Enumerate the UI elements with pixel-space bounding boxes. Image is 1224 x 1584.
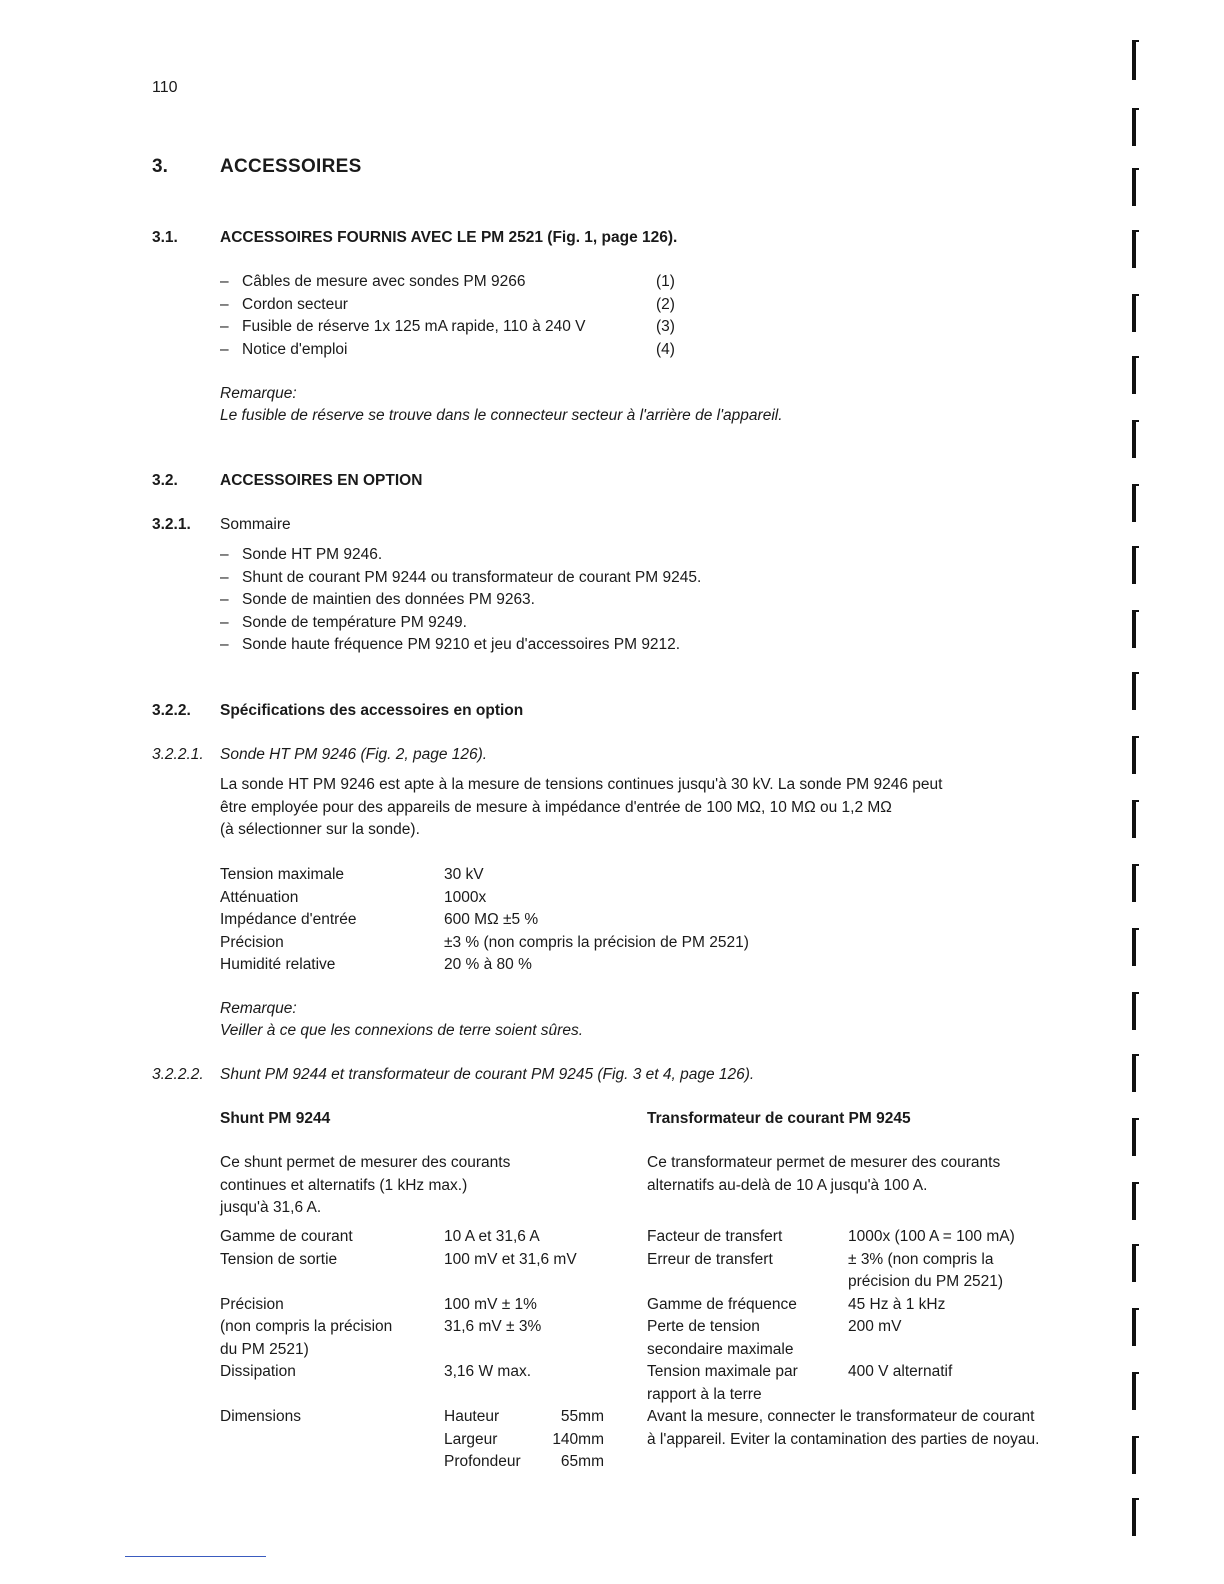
chapter-number: 3. [152, 156, 168, 177]
margin-bracket [1132, 610, 1136, 648]
section-3-2-2-title: Spécifications des accessoires en option [220, 702, 524, 719]
table-row: Humidité relative 20 % à 80 % [220, 956, 532, 973]
margin-bracket [1132, 864, 1136, 902]
margin-bracket [1132, 672, 1136, 710]
section-3-2-title: ACCESSOIRES EN OPTION [220, 472, 423, 489]
margin-bracket [1132, 168, 1136, 206]
margin-bracket [1132, 992, 1136, 1030]
shunt-description: Ce shunt permet de mesurer des courants continues et alternatifs (1 kHz max.) jusqu'à 31,6 A. [220, 1154, 511, 1216]
table-row: Hauteur 55mm [444, 1408, 604, 1425]
margin-bracket [1132, 108, 1136, 146]
section-3-1-title: ACCESSOIRES FOURNIS AVEC LE PM 2521 (Fig. 1, page 126). [220, 229, 678, 246]
table-row: Facteur de transfert 1000x (100 A = 100 mA) [647, 1228, 1015, 1245]
margin-bracket [1132, 1498, 1136, 1536]
table-row: Gamme de courant 10 A et 31,6 A [220, 1228, 540, 1245]
margin-bracket [1132, 1436, 1136, 1474]
list-item: – Sonde de température PM 9249. [220, 613, 467, 631]
margin-bracket [1132, 928, 1136, 966]
margin-bracket [1132, 1308, 1136, 1346]
margin-bracket [1132, 1118, 1136, 1156]
section-3-2-2-1-number: 3.2.2.1. [152, 746, 204, 763]
section-3-2-1-title: Sommaire [220, 516, 291, 533]
list-item: – Sonde haute fréquence PM 9210 et jeu d'accessoires PM 9212. [220, 636, 681, 653]
table-row: Dimensions Hauteur 55mm Largeur 140mm Profondeur 65mm [220, 1406, 604, 1474]
transformer-heading: Transformateur de courant PM 9245 [647, 1110, 911, 1127]
remark-label: Remarque: [220, 1000, 297, 1017]
table-row: Profondeur 65mm [444, 1453, 604, 1470]
list-item: – Notice d'emploi (4) [220, 340, 675, 358]
section-3-2-2-1-title: Sonde HT PM 9246 (Fig. 2, page 126). [220, 746, 488, 763]
margin-bracket [1132, 230, 1136, 268]
section-3-2-2-2-number: 3.2.2.2. [152, 1066, 204, 1083]
margin-bracket [1132, 800, 1136, 838]
shunt-heading: Shunt PM 9244 [220, 1110, 331, 1127]
page-number: 110 [152, 79, 178, 96]
section-3-2-1-number: 3.2.1. [152, 516, 191, 533]
list-item: – Sonde de maintien des données PM 9263. [220, 591, 535, 608]
table-row: Gamme de fréquence 45 Hz à 1 kHz [647, 1295, 946, 1313]
margin-bracket [1132, 1372, 1136, 1410]
shunt-specs [220, 1226, 604, 1474]
table-row: Atténuation 1000x [220, 888, 487, 906]
remark-text: Veiller à ce que les connexions de terre soient sûres. [220, 1022, 584, 1039]
list-item: – Sonde HT PM 9246. [220, 546, 383, 563]
hv-probe-description: La sonde HT PM 9246 est apte à la mesure de tensions continues jusqu'à 30 kV. La sonde PM 9246 peut être employée pour des appareils de mesure à impédance d'entrée de 100 MΩ, 10 MΩ ou 1,2 MΩ (à sélectionner sur la sonde). [220, 776, 943, 838]
table-row: Dissipation 3,16 W max. [220, 1363, 531, 1380]
transformer-note: Avant la mesure, connecter le transformateur de courant à l'appareil. Eviter la contamination des parties de noyau. [647, 1408, 1040, 1448]
margin-bracket [1132, 736, 1136, 774]
shunt-dimensions [444, 1406, 604, 1474]
section-3-2-number: 3.2. [152, 472, 178, 489]
footer-rule [125, 1556, 266, 1557]
remark-label: Remarque: [220, 385, 297, 402]
table-row: Tension de sortie 100 mV et 31,6 mV [220, 1250, 577, 1268]
chapter-title: ACCESSOIRES [220, 156, 362, 177]
supplied-accessories-list [220, 271, 675, 361]
section-3-1-number: 3.1. [152, 229, 178, 246]
hv-probe-specs [220, 864, 749, 977]
remark-text: Le fusible de réserve se trouve dans le connecteur secteur à l'arrière de l'appareil. [220, 407, 783, 424]
list-item: – Câbles de mesure avec sondes PM 9266 (1) [220, 273, 675, 290]
optional-accessories-list [220, 544, 701, 657]
table-row: Précision (non compris la précision du PM 2521) 100 mV ± 1% 31,6 mV ± 3% [220, 1295, 542, 1358]
section-3-2-2-number: 3.2.2. [152, 702, 191, 719]
list-item: – Cordon secteur (2) [220, 295, 675, 313]
margin-bracket [1132, 356, 1136, 394]
transformer-specs [647, 1226, 1015, 1406]
table-row: Tension maximale 30 kV [220, 866, 484, 883]
table-row: Impédance d'entrée 600 MΩ ±5 % [220, 911, 539, 928]
list-item: – Shunt de courant PM 9244 ou transformateur de courant PM 9245. [220, 568, 702, 586]
transformer-description: Ce transformateur permet de mesurer des courants alternatifs au-delà de 10 A jusqu'à 100 A. [647, 1154, 1001, 1194]
list-item: – Fusible de réserve 1x 125 mA rapide, 110 à 240 V (3) [220, 318, 675, 335]
margin-bracket [1132, 546, 1136, 584]
margin-bracket [1132, 420, 1136, 458]
table-row: Perte de tension secondaire maximale 200 mV [647, 1318, 902, 1358]
table-row: Largeur 140mm [444, 1430, 604, 1448]
margin-bracket [1132, 1054, 1136, 1092]
table-row: Précision ±3 % (non compris la précision de PM 2521) [220, 933, 749, 951]
table-row: Tension maximale par rapport à la terre 400 V alternatif [647, 1363, 953, 1403]
table-row: Erreur de transfert ± 3% (non compris la précision du PM 2521) [647, 1250, 1004, 1290]
section-3-2-2-2-title: Shunt PM 9244 et transformateur de courant PM 9245 (Fig. 3 et 4, page 126). [220, 1066, 755, 1083]
margin-bracket [1132, 294, 1136, 332]
margin-bracket [1132, 1244, 1136, 1282]
margin-bracket [1132, 40, 1136, 80]
margin-bracket [1132, 1182, 1136, 1220]
margin-bracket [1132, 484, 1136, 522]
